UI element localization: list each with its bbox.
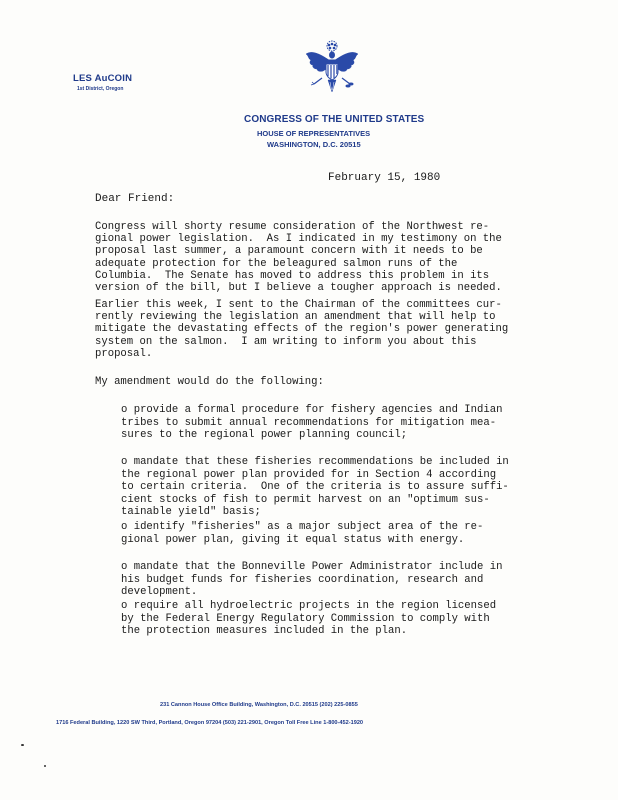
congressional-district: 1st District, Oregon: [77, 86, 124, 92]
congressman-name: LES AuCOIN: [73, 73, 133, 84]
letter-date: February 15, 1980: [328, 172, 441, 184]
list-item: o provide a formal procedure for fishery agencies and Indian tribes to submit annual recommendations for mitigation mea- sures to the regional power planning council;: [121, 404, 503, 442]
list-item: o mandate that these fisheries recommendations be included in the regional power plan provided for in Section 4 according to certain criteria. One of the criteria is to assure suffi- cient stocks of fish to permit harvest on an "optimum sus- tainable yield" basis;: [121, 456, 509, 519]
list-item: o require all hydroelectric projects in the region licensed by the Federal Energy Regulatory Commission to comply with the protection measures included in the plan.: [121, 600, 497, 638]
paragraph-amendment-sent: Earlier this week, I sent to the Chairman of the committees cur- rently reviewing the legislation an amendment that will help to mitigate the devastating effects of the region's power generating system on the salmon. I am writing to inform you about this proposal.: [95, 299, 509, 360]
paragraph-intro: Congress will shorty resume consideration of the Northwest re- gional power legislation. As I indicated in my testimony on the proposal last summer, a paramount concern with it needs to be adequate protection for the beleagured salmon runs of the Columbia. The Senate has moved to address this problem in its version of the bill, but I believe a tougher approach is needed.: [95, 221, 502, 295]
scan-speck: [21, 744, 24, 746]
congress-title: CONGRESS OF THE UNITED STATES: [244, 114, 425, 125]
list-item: o identify "fisheries" as a major subject area of the re- gional power plan, giving it equal status with energy.: [121, 521, 484, 546]
list-item: o mandate that the Bonneville Power Administrator include in his budget funds for fisheries coordination, research and development.: [121, 561, 503, 599]
great-seal-eagle-icon: [300, 40, 364, 104]
footer-washington-office: 231 Cannon House Office Building, Washington, D.C. 20515 (202) 225-0855: [160, 702, 358, 708]
scan-speck: [44, 765, 46, 767]
congress-letterhead: [244, 114, 444, 149]
salutation: Dear Friend:: [95, 193, 175, 205]
house-of-representatives: HOUSE OF REPRESENTATIVES: [257, 129, 371, 138]
footer-portland-office: 1716 Federal Building, 1220 SW Third, Portland, Oregon 97204 (503) 221-2901, Oregon Toll Free Line 1-800-452-1920: [56, 720, 364, 726]
washington-address: WASHINGTON, D.C. 20515: [267, 140, 361, 149]
paragraph-amendment-list-lead: My amendment would do the following:: [95, 376, 324, 388]
